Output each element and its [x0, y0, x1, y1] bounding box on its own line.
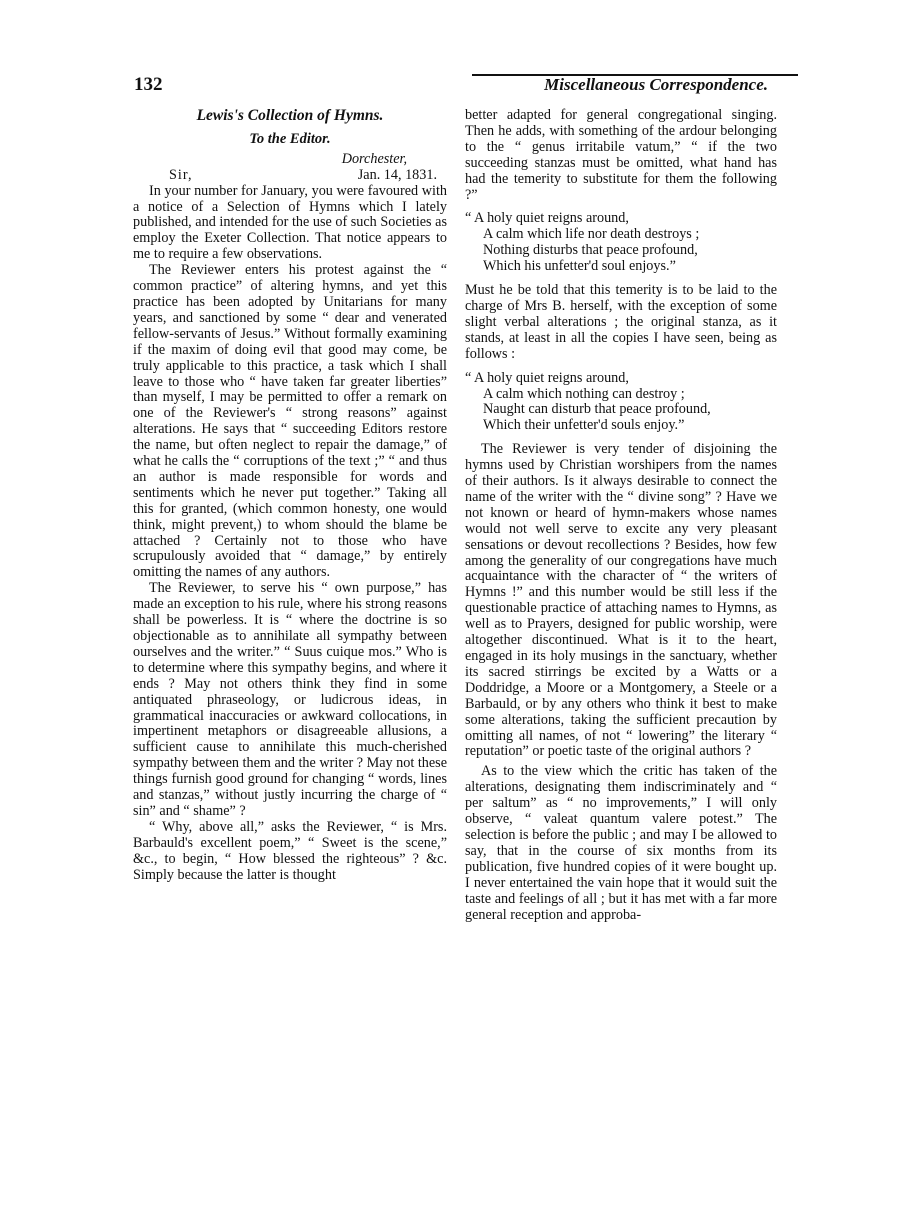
- left-column: [133, 108, 447, 884]
- verse-stanza: [465, 371, 777, 435]
- right-column: [465, 108, 777, 923]
- paragraph: better adapted for general congregational singing. Then he adds, with something of the ardour belonging to the “ genus irritabile vatum,” “ if the two succeeding stanzas must be omitted, what hand has had the temerity to substitute for them the following ?”: [465, 107, 777, 203]
- salutation-line: [133, 168, 447, 184]
- letter-place: Dorchester,: [341, 150, 407, 167]
- salutation: Sir,: [169, 166, 193, 183]
- paragraph: In your number for January, you were favoured with a notice of a Selection of Hymns which I lately published, and intended for the use of such Societies as employ the Exeter Collection. That notice appears to me to require a few observations.: [133, 182, 447, 263]
- page-header: [134, 74, 798, 98]
- paragraph: The Reviewer, to serve his “ own purpose,” has made an exception to his rule, where his strong reasons shall be powerless. It is “ where the doctrine is so objectionable as to annihilate all sympathy between ourselves and the writer.” “ Suus cuique mos.” Who is to determine where this sympathy begins, and where it ends ? May not others think they find in some antiquated phraseology, or ludicrous ideas, in grammatical inaccuracies or awkward collocations, in impertinent metaphors or disagreeable allusions, a sufficient cause to annihilate this much-cherished sympathy between them and the writer ? May not these things furnish good ground for changing “ words, lines and stanzas,” without justly incurring the charge of “ sin” and “ shame” ?: [133, 580, 448, 819]
- paragraph: “ Why, above all,” asks the Reviewer, “ is Mrs. Barbauld's excellent poem,” “ Sweet is the scene,” &c., to begin, “ How blessed the righteous” ? &c. Simply because the latter is thought: [133, 818, 447, 883]
- verse-line: Nothing disturbs that peace profound,: [483, 242, 698, 259]
- verse-line: Naught can disturb that peace profound,: [483, 401, 711, 418]
- paragraph: Must he be told that this temerity is to be laid to the charge of Mrs B. herself, with the exception of some slight verbal alterations ; the original stanza, as it stands, at least in all the copies I have seen, being as follows :: [465, 282, 777, 362]
- paragraph: As to the view which the critic has taken of the alterations, designating them indiscriminately and “ per saltum” as “ no improvements,” I will only observe, “ valeat quantum valere potest.” The selection is before the public ; and may I be allowed to say, that in the course of six months from its publication, five hundred copies of it were bought up. I never entertained the vain hope that it would suit the taste and feelings of all ; but it has met with a far more general reception and approba-: [465, 763, 777, 923]
- running-head: Miscellaneous Correspondence.: [544, 75, 768, 94]
- verse-line: “ A holy quiet reigns around,: [465, 210, 629, 227]
- addressee: To the Editor.: [249, 130, 331, 147]
- verse-line: Which his unfetter'd soul enjoys.”: [483, 258, 676, 275]
- paragraph: The Reviewer enters his protest against the “ common practice” of altering hymns, and yet this practice has been adopted by Unitarians for many years, and sanctioned by some “ dear and venerated fellow-servants of Jesus.” Without formally examining if the maxim of doing evil that good may come, be truly applicable to this practice, a task which I shall leave to those who “ have taken far greater liberties” than myself, I may be permitted to offer a remark on one of the Reviewer's “ strong reasons” against alterations. He says that “ succeeding Editors restore the name, but often neglect to repair the damage,” of what he calls the “ corruptions of the text ;” “ and thus an author is made responsible for words and sentiments which he never put together.” Taking all this for granted, (which common honesty, one would think, might prevent,) to whom should the blame be attached ? Certainly not to those who have scrupulously avoided that “ damage,” by entirely omitting the names of any authors.: [133, 262, 447, 581]
- letter-date: Jan. 14, 1831.: [357, 166, 437, 183]
- article-title: Lewis's Collection of Hymns.: [196, 107, 384, 124]
- verse-line: A calm which nothing can destroy ;: [483, 385, 685, 402]
- page-number: 132: [134, 74, 163, 95]
- verse-stanza: [465, 211, 777, 275]
- verse-line: Which their unfetter'd souls enjoy.”: [483, 417, 685, 434]
- paragraph: The Reviewer is very tender of disjoining the hymns used by Christian worshipers from the names of their authors. Is it always desirable to connect the name of the writer with the “ divine song” ? Have we not known or heard of hymn-makers whose names would not well serve to excite any very pleasant sensations or devout recollections ? Besides, how few among the generality of our congregations have much acquaintance with the character of “ the writers of Hymns !” and this number would be still less if the questionable practice of attaching names to Hymns, as well as to Prayers, designed for public worship, were altogether discontinued. What is it to the heart, engaged in its holy musings in the sanctuary, whether its sacred stirrings be excited by a Watts or a Doddridge, a Moore or a Montgomery, a Steele or a Barbauld, or by any others who think it best to make some alterations, taking the sufficient precaution by omitting all names, of not “ lowering” the literary “ reputation” or poetic taste of the original authors ?: [465, 441, 777, 760]
- verse-line: A calm which life nor death destroys ;: [483, 226, 700, 243]
- verse-line: “ A holy quiet reigns around,: [465, 369, 629, 386]
